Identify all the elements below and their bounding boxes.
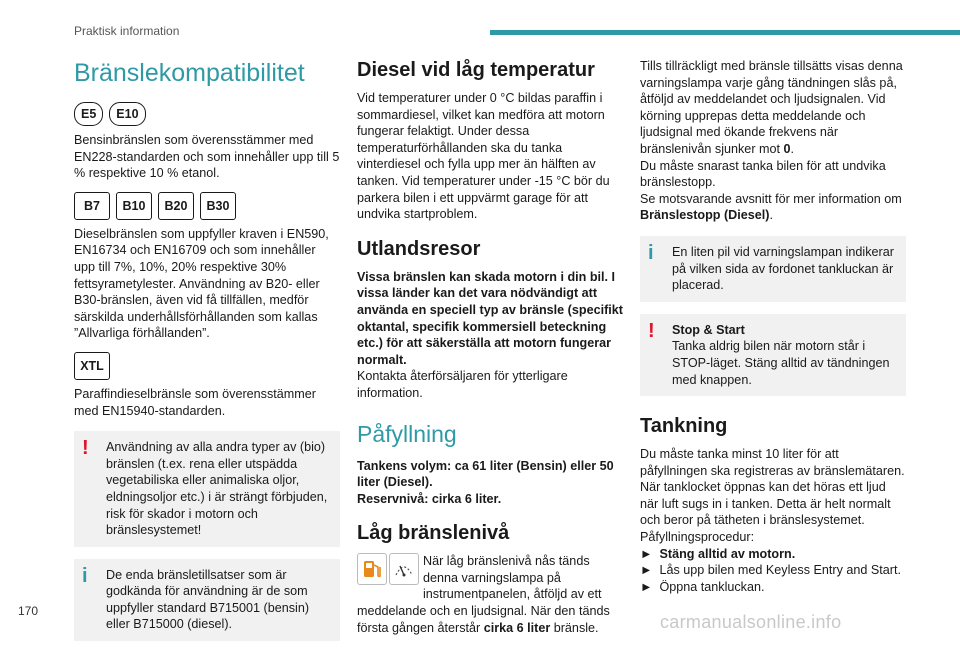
section-title-low-fuel: Låg bränslenivå: [357, 522, 510, 545]
refuel-text-a-main: Tills tillräckligt med bränsle tillsätts visas denna varningslampa varje gång tändningen slås på, åtföljd av meddelandet och ljudsignalen. Vid körning upprepas detta meddelande och ljudsignal med ökande frekvens när bränslenivån sjunker mot: [640, 59, 903, 156]
step-2-text: Lås upp bilen med Keyless Entry and Start.: [659, 563, 901, 578]
refuel-text-c-main: Se motsvarande avsnitt för mer information om: [640, 191, 902, 206]
watermark: carmanualsonline.info: [660, 612, 842, 632]
step-arrow-icon: ►: [640, 546, 653, 561]
section-title-refill: Påfyllning: [357, 420, 457, 447]
running-header: Praktisk information: [74, 24, 180, 38]
low-fuel-block: [357, 553, 623, 636]
procedure-label: Påfyllningsprocedur:: [640, 530, 755, 545]
abroad-bold-text: Vissa bränslen kan skada motorn i din bil. I vissa länder kan det vara nödvändigt att använda en speciell typ av bränsle (specifikt oktantal, specifik kommersiell beteckning etc.) för att säkerställa att motorn fungerar normalt.: [357, 269, 623, 367]
step-3-text: Öppna tankluckan.: [659, 579, 765, 594]
stop-start-text: Tanka aldrig bilen när motorn står i STOP-läget. Stäng alltid av tändningen med knappen.: [672, 339, 890, 387]
refuel-text-c-link: Bränslestopp (Diesel): [640, 208, 770, 223]
stop-start-title: Stop & Start: [672, 322, 745, 337]
step-1-text: Stäng alltid av motorn.: [659, 546, 796, 561]
step-1: [640, 546, 906, 563]
warning-icon: !: [82, 437, 89, 460]
refuel-text-zero: 0: [783, 141, 791, 156]
column-refuel: [640, 58, 906, 595]
badge-b30: B30: [200, 192, 236, 220]
text-e: Bensinbränslen som överensstämmer med EN228-standarden och som innehåller upp till 5 % respektive 10 % etanol.: [74, 133, 340, 181]
low-fuel-amount: cirka 6 liter: [483, 620, 551, 635]
info-arrow-text: En liten pil vid varningslampan indikerar på vilken sida av fordonet tankluckan är placerad.: [672, 244, 894, 293]
badge-b7: B7: [74, 192, 110, 220]
text-x: Paraffindieselbränsle som överensstämmer med EN15940-standarden.: [74, 386, 316, 418]
info-text: De enda bränsletillsatser som är godkända för användning är de som uppfyller standard B715001 (bensin) eller B715000 (diesel).: [106, 567, 310, 632]
step-arrow-icon: ►: [640, 563, 653, 578]
column-diesel: [357, 52, 623, 636]
step-2: [640, 562, 906, 579]
warning-box-stop-start: [640, 314, 906, 396]
refuel-text-b: Du måste snarast tanka bilen för att undvika bränslestopp.: [640, 158, 886, 190]
badge-b20: B20: [158, 192, 194, 220]
warning-text: Användning av alla andra typer av (bio) bränslen (t.ex. rena eller utspädda vegetabiliska eller animaliska oljor, eldningsoljor etc.) i är strängt förbjuden, risk för skador i motorn och bränslesystemet!: [106, 440, 328, 538]
step-3: [640, 579, 906, 596]
refill-volume: Tankens volym: ca 61 liter (Bensin) eller 50 liter (Diesel).: [357, 458, 614, 490]
badge-xtl: XTL: [74, 352, 110, 380]
section-title-abroad: Utlandsresor: [357, 237, 481, 260]
badges-e: [74, 102, 340, 126]
refuel-text-c: Se motsvarande avsnitt för mer information om Bränslestopp (Diesel).: [640, 191, 902, 223]
diesel-text: Vid temperaturer under 0 °C bildas paraffin i sommardiesel, vilket kan medföra att motorn fungerar felaktigt. Under dessa temperaturförhållanden ska du tanka vinterdiesel och fylla upp mer än hälften av tanken. Vid temperaturer under -15 °C bör du parkera bilen i ett uppvärmt garage för att undvika startproblem.: [357, 91, 610, 222]
badge-e10: E10: [109, 102, 145, 126]
step-arrow-icon: ►: [640, 579, 653, 594]
page-number: 170: [18, 604, 39, 618]
low-fuel-text-a: När låg bränslenivå nås tänds denna varningslampa på instrumentpanelen, åtföljd av ett meddelande och en ljudsignal. När den tänds första gången återstår: [357, 554, 610, 635]
abroad-text: Kontakta återförsäljaren för ytterligare information.: [357, 369, 568, 400]
text-b: Dieselbränslen som uppfyller kraven i EN590, EN16734 och EN16709 och som innehåller upp till 7%, 10%, 20% respektive 30% fettsyrametylester. Användning av B20- eller B30-bränslen, även vid få tillfällen, medför särskilda underhållsförhållanden som kallas ”Allvarliga förhållanden”.: [74, 226, 329, 341]
refill-reserve: Reservnivå: cirka 6 liter.: [357, 491, 502, 506]
badge-e5: E5: [74, 102, 103, 126]
badge-b10: B10: [116, 192, 152, 220]
info-icon: i: [82, 564, 88, 587]
warning-box: [74, 431, 340, 547]
section-title-fuel-compatibility: Bränslekompatibilitet: [74, 59, 305, 87]
warning-icon: !: [648, 319, 655, 342]
info-icon: i: [648, 241, 654, 264]
badges-b: [74, 192, 340, 220]
badges-x: [74, 352, 340, 380]
column-fuel-compatibility: [74, 52, 340, 653]
fuel-pump-icon: [357, 553, 387, 585]
info-box-arrow: [640, 236, 906, 302]
low-fuel-text-b: bränsle.: [550, 620, 599, 635]
header-accent-bar: [490, 30, 960, 35]
warning-lamp-icons: [357, 553, 419, 585]
section-title-diesel: Diesel vid låg temperatur: [357, 59, 595, 81]
fuel-gauge-icon: [389, 553, 419, 585]
section-title-refueling: Tankning: [640, 415, 728, 438]
refueling-text: Du måste tanka minst 10 liter för att påfyllningen ska registreras av bränslemätaren. När tanklocket öppnas kan det höras ett ljud när luft sugs in i tanken. Detta är helt normalt och beror på tätheten i bränslesystemet.: [640, 447, 905, 528]
refuel-text-a: Tills tillräckligt med bränsle tillsätts visas denna varningslampa varje gång tändningen slås på, åtföljd av meddelandet och ljudsignalen. Vid körning upprepas detta meddelande och ljudsignal med ökande frekvens när bränslenivån sjunker mot 0.: [640, 59, 903, 156]
info-box: [74, 559, 340, 641]
